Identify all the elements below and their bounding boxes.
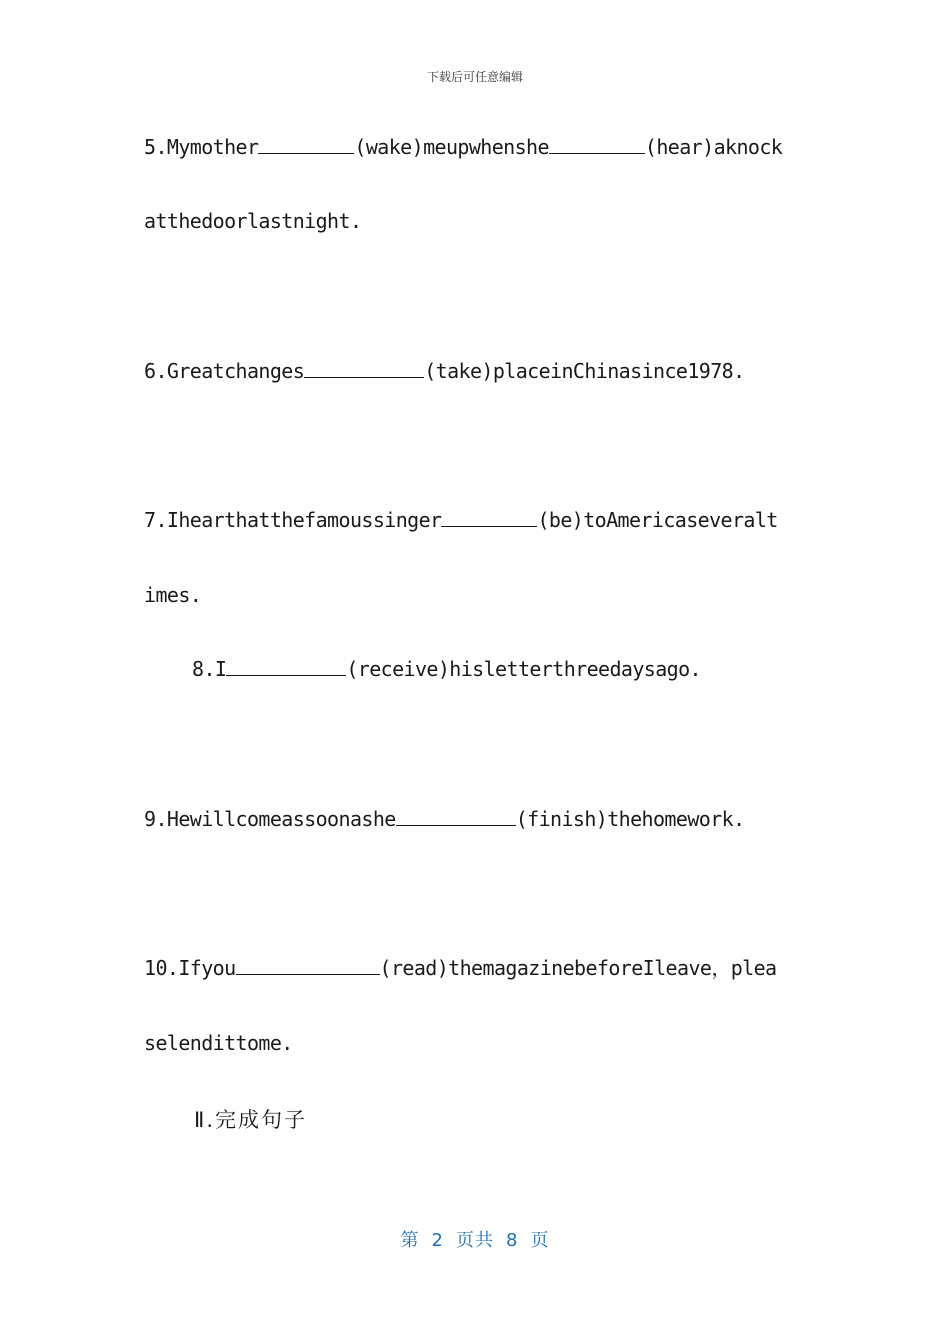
- q5-blank-2: [549, 135, 645, 154]
- question-8-line-1: [192, 656, 701, 682]
- q5-text-3: (hear)aknock: [644, 135, 783, 159]
- q9-text-2: (finish)thehomework.: [515, 807, 745, 831]
- q7-text-1: 7.Ihearthatthefamoussinger: [144, 508, 442, 532]
- q10-text-1: 10.Ifyou: [144, 956, 236, 980]
- q9-text-1: 9.Hewillcomeassoonashe: [144, 807, 396, 831]
- question-10-line-2: selendittome.: [144, 1031, 293, 1055]
- q9-blank-1: [396, 807, 516, 826]
- q5-text-1: 5.Mymother: [144, 135, 259, 159]
- page-footer: [0, 1226, 950, 1252]
- q10-text-2: (read)themagazinebeforeIleave，plea: [379, 956, 777, 980]
- question-7-line-1: [144, 507, 778, 533]
- q7-blank-1: [441, 508, 537, 527]
- footer-page-number: 2: [431, 1230, 444, 1251]
- q6-text-2: (take)placeinChinasince1978.: [424, 359, 745, 383]
- header-note: 下载后可任意编辑: [426, 70, 523, 84]
- q6-text-1: 6.Greatchanges: [144, 359, 305, 383]
- question-7-line-2: imes.: [144, 583, 202, 607]
- question-5-line-1: [144, 134, 782, 160]
- q7-text-2: (be)toAmericaseveralt: [537, 508, 778, 532]
- q5-text-2: (wake)meupwhenshe: [354, 135, 549, 159]
- q10-blank-1: [236, 956, 380, 975]
- q6-blank-1: [304, 359, 424, 378]
- question-5-line-2: atthedoorlastnight.: [144, 209, 362, 233]
- q8-blank-1: [226, 657, 346, 676]
- footer-middle: 页共: [456, 1230, 494, 1251]
- footer-suffix: 页: [530, 1230, 550, 1251]
- section-heading: Ⅱ.完成句子: [194, 1108, 308, 1132]
- q5-blank-1: [258, 135, 354, 154]
- question-10-line-1: [144, 955, 777, 981]
- footer-prefix: 第: [400, 1230, 420, 1251]
- question-6-line-1: [144, 358, 745, 384]
- q8-text-2: (receive)hisletterthreedaysago.: [346, 657, 701, 681]
- question-9-line-1: [144, 806, 745, 832]
- q8-text-1: 8.I: [192, 657, 227, 681]
- footer-total-pages: 8: [506, 1230, 519, 1251]
